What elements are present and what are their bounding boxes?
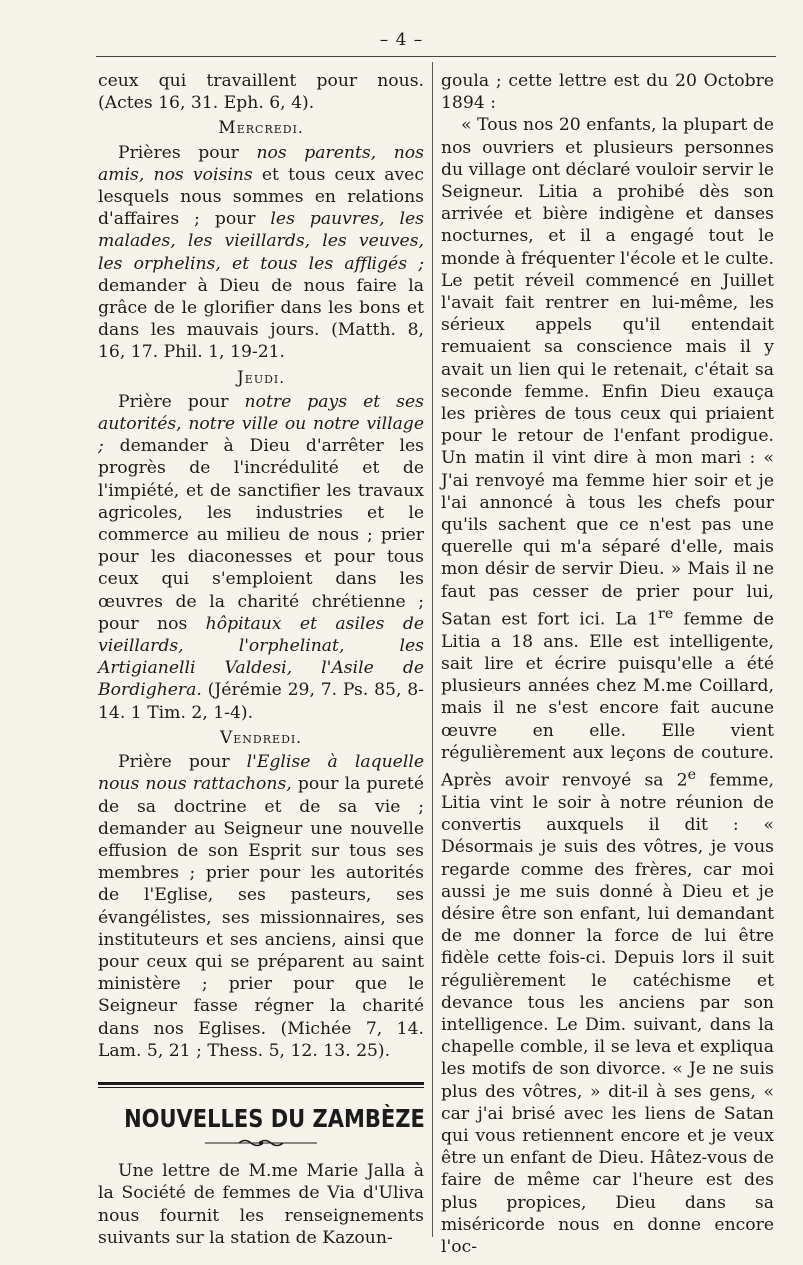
column-divider — [432, 62, 433, 1237]
ornament-flourish-icon — [201, 1138, 321, 1148]
left-column — [98, 70, 424, 1249]
page-number: – 4 – — [379, 30, 424, 50]
heading-mercredi: Mercredi. — [218, 118, 304, 139]
header-rule — [96, 56, 776, 57]
left-paragraph-0: ceux qui travaillent pour nous. (Actes 16, 31. Eph. 6, 4). — [98, 71, 424, 114]
left-paragraph-1: Prières pour nos parents, nos amis, nos voisins et tous ceux avec lesquels nous sommes en relations d'affaires ; pour les pauvres, les malades, les vieillards, les veuves, les orphelins, et tous les affligés ; demander à Dieu de nous faire la grâce de le glorifier dans les bons et dans les mauvais jours. (Matth. 8, 16, 17. Phil. 1, 19-21. — [98, 142, 424, 363]
section-rule-thick — [98, 1082, 424, 1085]
left-paragraph-2: Prière pour notre pays et ses autorités, notre ville ou notre village ; demander à Dieu d'arrêter les progrès de l'incrédulité et de l'impiété, et de sanctifier les travaux agricoles, les industries et le commerce au milieu de nous ; prier pour les diaconesses et pour tous ceux qui s'emploient dans les œuvres de la charité chrétienne ; pour nos hôpitaux et asiles de vieillards, l'orphelinat, les Artigianelli Valdesi, l'Asile de Bordighera. (Jérémie 29, 7. Ps. 85, 8-14. 1 Tim. 2, 1-4). — [98, 391, 424, 723]
heading-jeudi: Jeudi. — [236, 367, 286, 388]
section-rule-thin — [98, 1087, 424, 1088]
right-paragraph-1: « Tous nos 20 enfants, la plupart de nos ouvriers et plusieurs personnes du village ont déclaré vouloir servir le Seigneur. Litia a prohibé dès son arrivée et bière indigène et danses nocturnes, et il a engagé tout le monde à fréquenter l'école et le culte. Le petit réveil commencé en Juillet l'avait fait rentrer en lui-même, les sérieux appels qu'il entendait remuaient sa conscience mais il y avait un lien qui le retenait, c'était sa seconde femme. Enfin Dieu exauça les prières de tous ceux qui priaient pour le retour de l'enfant prodigue. Un matin il vint dire à mon mari : « J'ai renvoyé ma femme hier soir et je l'ai annoncé à tous les chefs pour qu'ils sachent que ce n'est pas une querelle qui m'a séparé d'elle, mais mon désir de servir Dieu. » Mais il ne faut pas cesser de prier pour lui, Satan est fort ici. La 1re femme de Litia a 18 ans. Elle est intelligente, sait lire et écrire puisqu'elle a été plusieurs années chez M.me Coillard, mais il ne s'est encore fait aucune œuvre en elle. Elle vient régulièrement aux leçons de couture. Après avoir renvoyé sa 2e femme, Litia vint le soir à notre réunion de convertis auxquels il dit : « Désormais je suis des vôtres, je vous regarde comme des frères, car moi aussi je me suis donné à Dieu et je désire être son enfant, lui demandant de me donner la force de lui être fidèle cette fois-ci. Depuis lors il suit régulièrement le catéchisme et devance tous les anciens par son intelligence. Le Dim. suivant, dans la chapelle comble, il se leva et expliqua les motifs de son divorce. « Je ne suis plus des vôtres, » dit-il à ses gens, « car j'ai brisé avec les liens de Satan qui vous retiennent encore et je veux être un enfant de Dieu. Hâtez-vous de faire de même car l'heure est des plus propices, Dieu dans sa miséricorde nous en donne encore l'oc- — [441, 115, 774, 1258]
right-paragraph-0: goula ; cette lettre est du 20 Octobre 1894 : — [441, 71, 774, 114]
section-title: NOUVELLES DU ZAMBÈZE — [124, 1103, 425, 1133]
right-column — [441, 70, 774, 1258]
left-paragraph-4: Une lettre de M.me Marie Jalla à la Société de femmes de Via d'Uliva nous fournit les renseignements suivants sur la station de Kazoun- — [98, 1161, 424, 1248]
ornament-divider — [98, 1138, 424, 1148]
left-paragraph-3: Prière pour l'Eglise à laquelle nous nous rattachons, pour la pureté de sa doctrine et de sa vie ; demander au Seigneur une nouvelle effusion de son Esprit sur tous ses membres ; prier pour les autorités de l'Eglise, ses pasteurs, ses évangélistes, ses missionnaires, ses instituteurs et ses anciens, ainsi que pour ceux qui se préparent au saint ministère ; prier pour que le Seigneur fasse régner la charité dans nos Eglises. (Michée 7, 14. Lam. 5, 21 ; Thess. 5, 12. 13. 25). — [98, 752, 424, 1061]
heading-vendredi: Vendredi. — [220, 727, 302, 748]
